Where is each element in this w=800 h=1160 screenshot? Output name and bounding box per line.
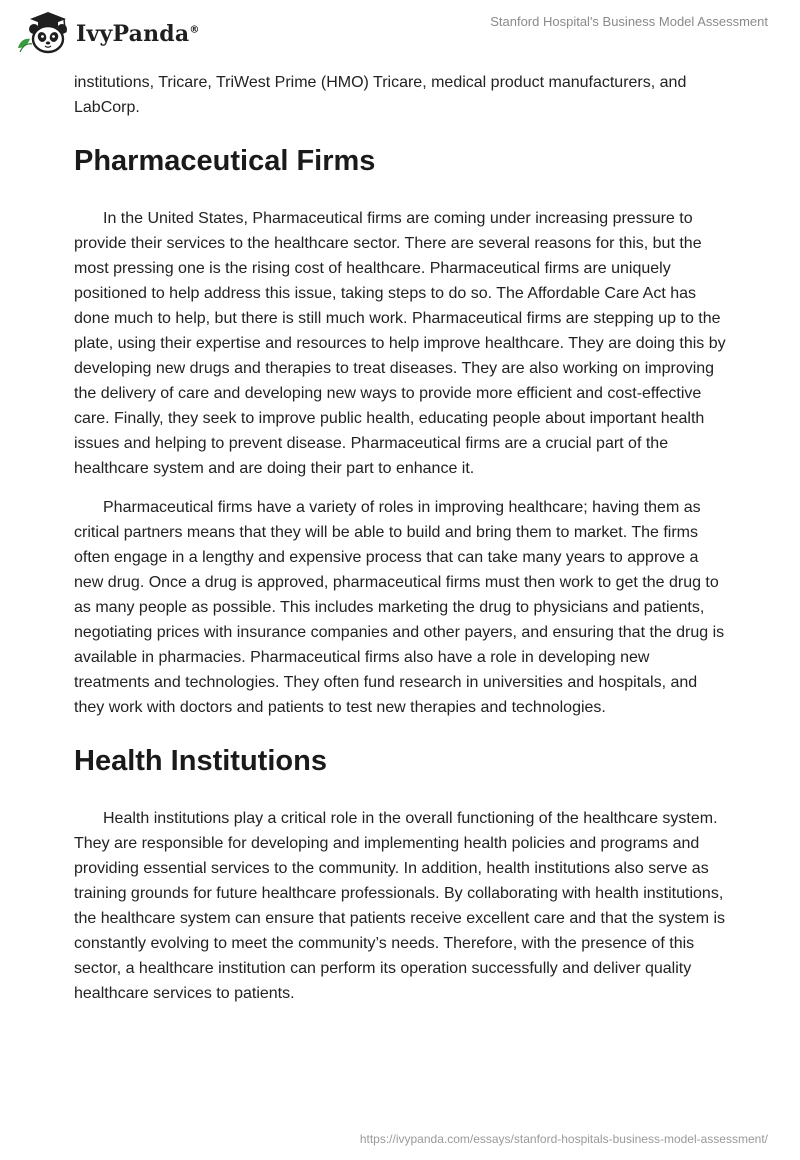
paragraph: Health institutions play a critical role in the overall functioning of the healthcare system. They are responsible for developing and implementing health policies and programs and providing essential services to the community. In addition, health institutions also serve as training grounds for future healthcare professionals. By collaborating with health institutions, the healthcare system can ensure that patients receive excellent care and that the system is constantly evolving to meet the community’s needs. Therefore, with the presence of this sector, a healthcare institution can perform its operation successfully and deliver quality healthcare services to patients.	[74, 810, 726, 1002]
source-url[interactable]: https://ivypanda.com/essays/stanford-hospitals-business-model-assessment/	[359, 1132, 768, 1146]
intro-paragraph: institutions, Tricare, TriWest Prime (HMO) Tricare, medical product manufacturers, and LabCorp.	[74, 74, 687, 116]
page-header	[0, 0, 800, 64]
ivypanda-logo[interactable]	[14, 8, 200, 56]
article-body	[74, 70, 729, 1006]
section-heading-pharmaceutical-firms: Pharmaceutical Firms	[74, 145, 376, 177]
paragraph: Pharmaceutical firms have a variety of roles in improving healthcare; having them as critical partners means that they will be able to build and bring them to market. The firms often engage in a lengthy and expensive process that can take many years to approve a new drug. Once a drug is approved, pharmaceutical firms must then work to get the drug to as many people as possible. This includes marketing the drug to physicians and patients, negotiating prices with insurance companies and other payers, and ensuring that the drug is available in pharmacies. Pharmaceutical firms also have a role in developing new treatments and technologies. They often fund research in universities and hospitals, and they work with doctors and patients to test new therapies and technologies.	[74, 499, 725, 716]
brand-name	[76, 21, 200, 47]
document-title: Stanford Hospital's Business Model Assessment	[490, 14, 768, 29]
section-heading-health-institutions: Health Institutions	[74, 745, 327, 777]
registered-mark: ®	[189, 24, 200, 36]
brand-name-text: IvyPanda	[76, 21, 190, 47]
paragraph: In the United States, Pharmaceutical firms are coming under increasing pressure to provide their services to the healthcare sector. There are several reasons for this, but the most pressing one is the rising cost of healthcare. Pharmaceutical firms are uniquely positioned to help address this issue, taking steps to do so. The Affordable Care Act has done much to help, but there is still much work. Pharmaceutical firms are stepping up to the plate, using their expertise and resources to help improve healthcare. They are doing this by developing new drugs and therapies to treat diseases. They are also working on improving the delivery of care and developing new ways to provide more efficient and cost-effective care. Finally, they seek to improve public health, educating people about important health issues and helping to prevent disease. Pharmaceutical firms are a crucial part of the healthcare system and are doing their part to enhance it.	[74, 210, 726, 477]
panda-graduate-icon	[14, 8, 72, 56]
